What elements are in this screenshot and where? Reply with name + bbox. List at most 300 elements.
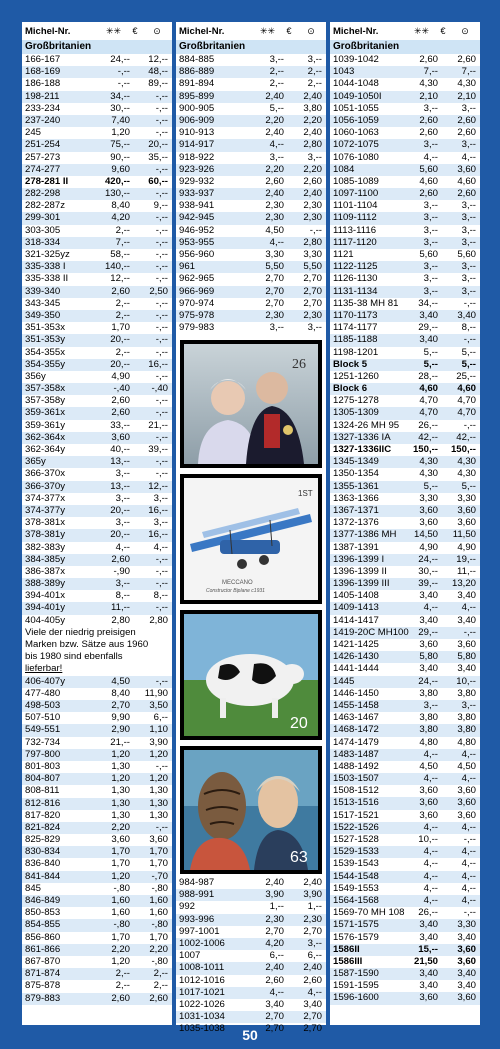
table-row xyxy=(330,676,480,688)
table-row xyxy=(330,749,480,761)
table-row xyxy=(22,212,172,224)
mint-price: 29,-- xyxy=(418,626,438,638)
stamp-caption: Constructor Biplane c1931 xyxy=(206,588,265,594)
mint-price: 4,-- xyxy=(269,139,284,151)
michel-number: 233-234 xyxy=(25,102,61,114)
used-price: 4,60 xyxy=(457,383,476,395)
michel-number: 804-807 xyxy=(25,773,61,785)
michel-number: 362-364y xyxy=(25,444,66,455)
table-row xyxy=(176,200,326,212)
used-price: -,70 xyxy=(151,870,168,882)
michel-number: 1039-1042 xyxy=(333,54,379,65)
table-row xyxy=(330,724,480,736)
michel-number: 1474-1479 xyxy=(333,736,379,748)
country-heading: Großbritanien xyxy=(22,40,172,54)
used-price: -,-- xyxy=(155,261,168,273)
mint-price: 6,-- xyxy=(269,950,284,962)
michel-number: 359-361x xyxy=(25,407,66,419)
used-price: -,-- xyxy=(155,212,168,224)
used-price: 3,60 xyxy=(457,992,476,1004)
michel-number: 359-361y xyxy=(25,419,66,431)
used-price: 3,-- xyxy=(461,261,476,273)
michel-number: 237-240 xyxy=(25,114,61,126)
table-row xyxy=(330,895,480,907)
used-price: 4,-- xyxy=(461,858,476,870)
table-row xyxy=(330,529,480,541)
mint-price: 3,40 xyxy=(419,919,438,931)
michel-number: 388-389y xyxy=(25,578,66,590)
michel-number: 1043 xyxy=(333,66,355,78)
used-price: 3,40 xyxy=(303,998,322,1010)
used-price: 2,20 xyxy=(303,114,322,126)
table-row xyxy=(22,54,172,66)
table-row xyxy=(22,542,172,554)
table-row xyxy=(330,225,480,237)
table-row xyxy=(22,225,172,237)
stamp-value-63: 63 xyxy=(290,849,308,866)
price-list xyxy=(22,54,172,627)
table-row xyxy=(22,712,172,724)
table-row xyxy=(330,505,480,517)
used-price: 2,20 xyxy=(149,943,168,955)
used-price: 3,50 xyxy=(149,700,168,711)
mint-price: 3,90 xyxy=(265,889,284,901)
michel-number: 821-824 xyxy=(25,821,61,833)
table-row xyxy=(22,688,172,700)
table-row xyxy=(176,987,326,999)
table-row xyxy=(22,773,172,785)
mint-price: 1,30 xyxy=(111,785,130,797)
mint-price: 2,60 xyxy=(111,407,130,419)
table-row xyxy=(176,938,326,950)
table-row xyxy=(330,54,480,66)
table-row xyxy=(330,310,480,322)
used-price: -,-- xyxy=(155,249,168,260)
mint-price: 12,-- xyxy=(110,273,130,285)
used-price: 35,-- xyxy=(148,151,168,163)
table-row xyxy=(176,962,326,974)
used-symbol: ⊙ xyxy=(307,26,315,36)
michel-number: 1446-1450 xyxy=(333,687,379,699)
price-list xyxy=(330,54,480,1005)
mint-price: 140,-- xyxy=(104,261,130,273)
mint-price: 3,60 xyxy=(419,504,438,516)
mint-price: 26,-- xyxy=(418,907,438,919)
michel-number: 910-913 xyxy=(179,127,215,139)
used-price: -,-- xyxy=(155,346,168,358)
used-price: 2,70 xyxy=(303,925,322,937)
used-price: -,-- xyxy=(155,553,168,565)
michel-number: 507-510 xyxy=(25,712,61,724)
used-price: 2,70 xyxy=(303,1023,322,1035)
table-row xyxy=(22,468,172,480)
michel-number: 404-405y xyxy=(25,614,66,626)
michel-number: 900-905 xyxy=(179,102,215,114)
michel-number: 1012-1016 xyxy=(179,974,225,986)
michel-number: 1076-1080 xyxy=(333,151,379,163)
table-row xyxy=(330,127,480,139)
used-price: 4,50 xyxy=(457,760,476,772)
used-price: 2,60 xyxy=(457,127,476,139)
mint-price: 5,-- xyxy=(423,358,438,370)
used-price: -,-- xyxy=(155,102,168,114)
michel-number: 1060-1063 xyxy=(333,127,379,139)
table-row xyxy=(330,383,480,395)
used-price: 89,-- xyxy=(148,78,168,90)
table-row xyxy=(22,956,172,968)
mint-price: 2,20 xyxy=(265,163,284,175)
price-column-2 xyxy=(176,22,326,1035)
table-row xyxy=(330,663,480,675)
mint-price: 3,-- xyxy=(115,517,130,529)
mint-price: 15,-- xyxy=(418,943,438,955)
mint-price: 3,40 xyxy=(419,968,438,980)
table-row xyxy=(22,968,172,980)
used-price: 1,30 xyxy=(149,809,168,821)
used-price: 3,60 xyxy=(457,797,476,809)
michel-number: 1022-1026 xyxy=(179,998,225,1010)
mint-price: 4,-- xyxy=(423,773,438,785)
michel-number: 354-355y xyxy=(25,358,66,370)
table-row xyxy=(22,493,172,505)
table-row xyxy=(330,359,480,371)
table-row xyxy=(22,602,172,614)
michel-number: 1522-1526 xyxy=(333,821,379,833)
mint-price: 2,70 xyxy=(265,1023,284,1035)
michel-number: 186-188 xyxy=(25,78,61,90)
michel-number: 854-855 xyxy=(25,919,61,931)
table-row xyxy=(330,846,480,858)
mint-price: 3,40 xyxy=(419,980,438,992)
mint-price: 3,-- xyxy=(115,578,130,590)
mint-price: 8,-- xyxy=(115,590,130,602)
used-price: 3,40 xyxy=(457,968,476,980)
michel-number: 378-381y xyxy=(25,529,66,541)
table-row xyxy=(22,298,172,310)
mint-price: 2,60 xyxy=(111,395,130,407)
used-price: -,-- xyxy=(155,334,168,346)
table-row xyxy=(22,249,172,261)
table-row xyxy=(22,737,172,749)
used-price: -,-- xyxy=(155,370,168,382)
euro-symbol: € xyxy=(132,26,138,36)
mint-price: 3,60 xyxy=(111,431,130,443)
used-price: 8,-- xyxy=(461,322,476,334)
table-row xyxy=(330,407,480,419)
mint-price: 2,-- xyxy=(115,968,130,980)
michel-number: 867-870 xyxy=(25,955,61,967)
michel-number: 993-996 xyxy=(179,913,215,925)
table-row xyxy=(330,822,480,834)
used-price: 4,30 xyxy=(457,78,476,90)
table-row xyxy=(330,395,480,407)
mint-price: 2,30 xyxy=(265,913,284,925)
used-price: 4,-- xyxy=(461,894,476,906)
used-price: 4,90 xyxy=(457,541,476,553)
table-row xyxy=(22,359,172,371)
table-row xyxy=(330,334,480,346)
mint-price: 21,50 xyxy=(413,955,438,967)
michel-number: 884-885 xyxy=(179,54,215,65)
used-price: 4,30 xyxy=(457,468,476,480)
mint-price: 7,40 xyxy=(111,114,130,126)
michel-number: 1126-1130 xyxy=(333,273,378,285)
table-row xyxy=(330,517,480,529)
table-row xyxy=(176,54,326,66)
price-list xyxy=(176,54,326,334)
michel-number: 374-377y xyxy=(25,504,66,516)
used-price: 3,60 xyxy=(457,517,476,529)
used-price: 150,-- xyxy=(450,444,476,455)
table-row xyxy=(176,176,326,188)
michel-number: 406-407y xyxy=(25,675,66,687)
table-row xyxy=(330,639,480,651)
used-price: 4,70 xyxy=(457,407,476,419)
mint-price: 4,50 xyxy=(265,224,284,236)
table-row xyxy=(330,651,480,663)
used-price: 1,60 xyxy=(149,895,168,906)
michel-number: 282-298 xyxy=(25,188,61,200)
euro-symbol: € xyxy=(286,26,292,36)
michel-number: 846-849 xyxy=(25,895,61,906)
table-row xyxy=(22,310,172,322)
michel-number: 961 xyxy=(179,261,196,273)
used-price: -,-- xyxy=(155,114,168,126)
table-row xyxy=(176,901,326,913)
used-price: 2,30 xyxy=(303,309,322,321)
table-row xyxy=(176,298,326,310)
table-row xyxy=(22,590,172,602)
mint-price: 3,40 xyxy=(419,663,438,675)
table-row xyxy=(330,810,480,822)
used-price: 3,80 xyxy=(457,687,476,699)
mint-price: 4,30 xyxy=(419,78,438,90)
table-row xyxy=(330,371,480,383)
table-row xyxy=(330,688,480,700)
michel-number: 335-338 I xyxy=(25,261,66,273)
table-row xyxy=(330,907,480,919)
michel-number: 830-834 xyxy=(25,846,61,858)
table-row xyxy=(330,773,480,785)
michel-number: 351-353y xyxy=(25,334,66,346)
used-price: 2,70 xyxy=(303,285,322,297)
used-price: 3,60 xyxy=(457,639,476,650)
used-price: 5,80 xyxy=(457,651,476,663)
michel-number: 732-734 xyxy=(25,736,61,748)
note-line-text: lieferbar! xyxy=(25,663,63,675)
michel-number: 349-350 xyxy=(25,309,61,321)
mint-price: 1,30 xyxy=(111,809,130,821)
used-price: 3,30 xyxy=(457,492,476,504)
michel-number: 357-358x xyxy=(25,383,66,395)
michel-number: 988-991 xyxy=(179,889,215,901)
michel-number: 1101-1104 xyxy=(333,200,378,212)
table-row xyxy=(22,993,172,1005)
table-row xyxy=(330,432,480,444)
mint-price: 130,-- xyxy=(104,188,130,200)
table-row xyxy=(22,347,172,359)
used-price: 2,40 xyxy=(303,127,322,139)
michel-number: 1117-1120 xyxy=(333,236,377,248)
table-row xyxy=(176,78,326,90)
table-row xyxy=(22,517,172,529)
table-row xyxy=(22,164,172,176)
mint-price: 3,30 xyxy=(265,249,284,260)
used-price: 1,20 xyxy=(149,748,168,760)
michel-number: 850-853 xyxy=(25,907,61,919)
michel-number: 1441-1444 xyxy=(333,663,379,675)
michel-number: 378-381x xyxy=(25,517,66,529)
mint-price: 13,-- xyxy=(110,480,130,492)
used-price: 3,-- xyxy=(461,200,476,212)
used-price: 60,-- xyxy=(148,175,168,187)
table-row xyxy=(22,103,172,115)
michel-number: 1350-1354 xyxy=(333,468,379,480)
michel-number: 1355-1361 xyxy=(333,480,379,492)
mint-price: 2,60 xyxy=(419,188,438,200)
michel-number: 257-273 xyxy=(25,151,61,163)
used-price: 1,20 xyxy=(149,773,168,785)
mint-price: 9,90 xyxy=(111,712,130,724)
mint-price: 2,70 xyxy=(265,273,284,285)
mint-price: 3,-- xyxy=(269,322,284,334)
used-price: 2,40 xyxy=(303,90,322,102)
michel-number: 365y xyxy=(25,456,46,468)
michel-number: 879-883 xyxy=(25,992,61,1004)
used-price: -,-- xyxy=(155,236,168,248)
used-price: 2,80 xyxy=(303,236,322,248)
table-row xyxy=(22,615,172,627)
michel-number: 394-401y xyxy=(25,602,66,614)
used-price: 3,-- xyxy=(461,224,476,236)
michel-number: 1084 xyxy=(333,163,355,175)
used-price: 3,-- xyxy=(461,212,476,224)
used-price: 3,-- xyxy=(307,937,322,949)
mint-price: 2,60 xyxy=(419,127,438,139)
stamp-value-1st: 1ST xyxy=(298,489,313,498)
mint-price: 9,60 xyxy=(111,163,130,175)
mint-price: 1,20 xyxy=(111,127,130,139)
michel-number: 1367-1371 xyxy=(333,504,379,516)
mint-price: 24,-- xyxy=(110,54,130,65)
michel-number: Block 6 xyxy=(333,383,368,395)
mint-price: 3,-- xyxy=(423,285,438,297)
table-row xyxy=(176,127,326,139)
used-price: 3,-- xyxy=(461,699,476,711)
note-line xyxy=(25,663,169,675)
used-price: 4,-- xyxy=(307,986,322,998)
used-price: 3,60 xyxy=(457,504,476,516)
mint-price: 30,-- xyxy=(418,565,438,577)
michel-number: 1109-1112 xyxy=(333,212,377,224)
michel-number: 895-899 xyxy=(179,90,215,102)
used-price: -,-- xyxy=(155,188,168,200)
mint-price: 2,30 xyxy=(265,200,284,212)
used-price: -,-- xyxy=(155,602,168,614)
mint-price: 2,-- xyxy=(115,980,130,992)
michel-number: 245 xyxy=(25,127,42,139)
mint-price: 2,60 xyxy=(111,553,130,565)
michel-number: 1275-1278 xyxy=(333,395,379,407)
mint-price: 3,60 xyxy=(419,797,438,809)
table-row xyxy=(330,456,480,468)
used-price: 4,-- xyxy=(461,773,476,785)
used-price: 1,70 xyxy=(149,931,168,943)
michel-number: 1097-1100 xyxy=(333,188,379,200)
table-row xyxy=(22,371,172,383)
used-price: -,-- xyxy=(155,395,168,407)
table-row xyxy=(330,712,480,724)
used-price: -,-- xyxy=(155,309,168,321)
note-line: bis 1980 sind ebenfalls xyxy=(25,651,123,663)
michel-number: 875-878 xyxy=(25,980,61,992)
stamp-cow-image xyxy=(180,610,322,740)
used-price: -,-- xyxy=(155,224,168,236)
used-price: 3,30 xyxy=(303,249,322,260)
michel-number: 1174-1177 xyxy=(333,322,378,334)
michel-number: 886-889 xyxy=(179,66,215,78)
table-row xyxy=(330,420,480,432)
used-price: 5,60 xyxy=(457,249,476,260)
used-price: -,-- xyxy=(155,431,168,443)
mint-price: 4,-- xyxy=(423,870,438,882)
mint-price: 3,60 xyxy=(419,785,438,797)
michel-number: 845 xyxy=(25,882,42,894)
mint-price: 2,10 xyxy=(419,90,438,102)
mint-symbol: ✳✳ xyxy=(106,26,122,36)
used-price: 3,-- xyxy=(461,139,476,151)
table-row xyxy=(22,858,172,870)
used-price: 2,70 xyxy=(303,297,322,309)
michel-number: 808-811 xyxy=(25,785,60,797)
mint-price: -,90 xyxy=(113,565,130,577)
mint-price: 8,40 xyxy=(111,200,130,212)
used-price: 12,-- xyxy=(148,480,168,492)
mint-price: 4,-- xyxy=(423,151,438,163)
michel-number: 1007 xyxy=(179,950,201,962)
mint-price: 4,-- xyxy=(269,986,284,998)
mint-price: 11,-- xyxy=(110,602,130,614)
column-header xyxy=(22,22,172,40)
table-row xyxy=(22,944,172,956)
note-line: Viele der niedrig preisigen xyxy=(25,626,136,638)
used-price: 3,60 xyxy=(457,163,476,175)
mint-price: -,80 xyxy=(113,919,130,931)
michel-number: 384-385y xyxy=(25,553,66,565)
mint-price: 5,-- xyxy=(269,102,284,114)
table-row xyxy=(176,950,326,962)
table-row xyxy=(330,115,480,127)
michel-number: 966-969 xyxy=(179,285,215,297)
michel-number: 1455-1458 xyxy=(333,699,379,711)
used-price: 2,10 xyxy=(457,90,476,102)
michel-number: 1586II xyxy=(333,943,360,955)
michel-number: 362-364x xyxy=(25,431,66,443)
table-row xyxy=(176,164,326,176)
michel-number: 1372-1376 xyxy=(333,517,379,529)
used-price: 2,-- xyxy=(153,968,168,980)
mint-price: 3,-- xyxy=(423,261,438,273)
mint-price: 3,-- xyxy=(115,468,130,480)
table-row xyxy=(330,797,480,809)
stamp-images xyxy=(176,336,326,877)
table-row xyxy=(330,932,480,944)
michel-number: 1327-1336 IA xyxy=(333,431,391,443)
table-row xyxy=(22,176,172,188)
mint-price: 3,60 xyxy=(419,992,438,1004)
mint-price: 4,-- xyxy=(423,748,438,760)
mint-price: -,-- xyxy=(117,66,130,78)
